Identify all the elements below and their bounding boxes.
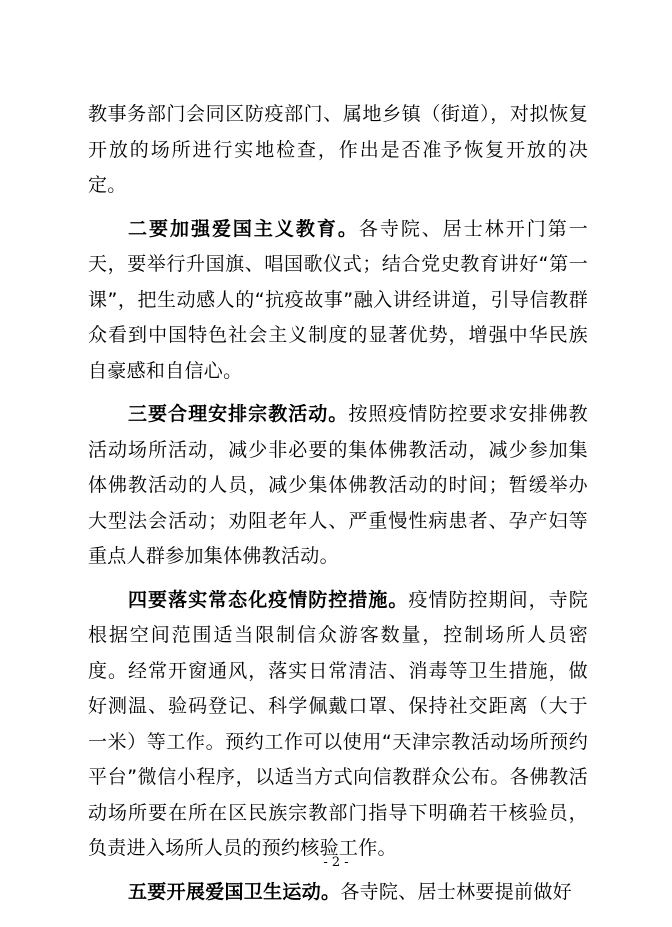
paragraph-text: 按照疫情防控要求安排佛教活动场所活动，减少非必要的集体佛教活动，减少参加集体佛教活动的人员，减少集体佛教活动的时间；暂缓举办大型法会活动；劝阻老年人、严重慢性病患者、孕产妇等重点人群参加集体佛教活动。	[88, 403, 588, 567]
paragraph-religious-activities	[88, 397, 588, 575]
paragraph-patriotic-education	[88, 212, 588, 390]
paragraph-heading: 五要开展爱国卫生运动。	[128, 880, 341, 903]
paragraph-heading: 二要加强爱国主义教育。	[128, 217, 359, 240]
paragraph-continuation	[88, 97, 588, 204]
paragraph-epidemic-prevention	[88, 583, 588, 867]
paragraph-heading: 三要合理安排宗教活动。	[128, 403, 349, 425]
paragraph-text: 疫情防控期间，寺院根据空间范围适当限制信众游客数量，控制场所人员密度。经常开窗通风，落实日常清洁、消毒等卫生措施，做好测温、验码登记、科学佩戴口罩、保持社交距离（大于一米）等工作。预约工作可以使用“天津宗教活动场所预约平台”微信小程序，以适当方式向信教群众公布。各佛教活动场所要在所在区民族宗教部门指导下明确若干核验员，负责进入场所人员的预约核验工作。	[88, 588, 589, 859]
page-number: - 2 -	[323, 855, 349, 870]
paragraph-hygiene-campaign	[88, 875, 588, 911]
paragraph-text: 各寺院、居士林开门第一天，要举行升国旗、唱国歌仪式；结合党史教育讲好“第一课”，把生动感人的“抗疫故事”融入讲经讲道，引导信教群众看到中国特色社会主义制度的显著优势，增强中华民族自豪感和自信心。	[88, 217, 588, 382]
paragraph-text: 各寺院、居士林要提前做好	[340, 880, 572, 903]
document-body	[88, 97, 588, 918]
paragraph-text: 教事务部门会同区防疫部门、属地乡镇（街道），对拟恢复开放的场所进行实地检查，作出是否准予恢复开放的决定。	[88, 103, 588, 196]
paragraph-heading: 四要落实常态化疫情防控措施。	[128, 588, 409, 611]
